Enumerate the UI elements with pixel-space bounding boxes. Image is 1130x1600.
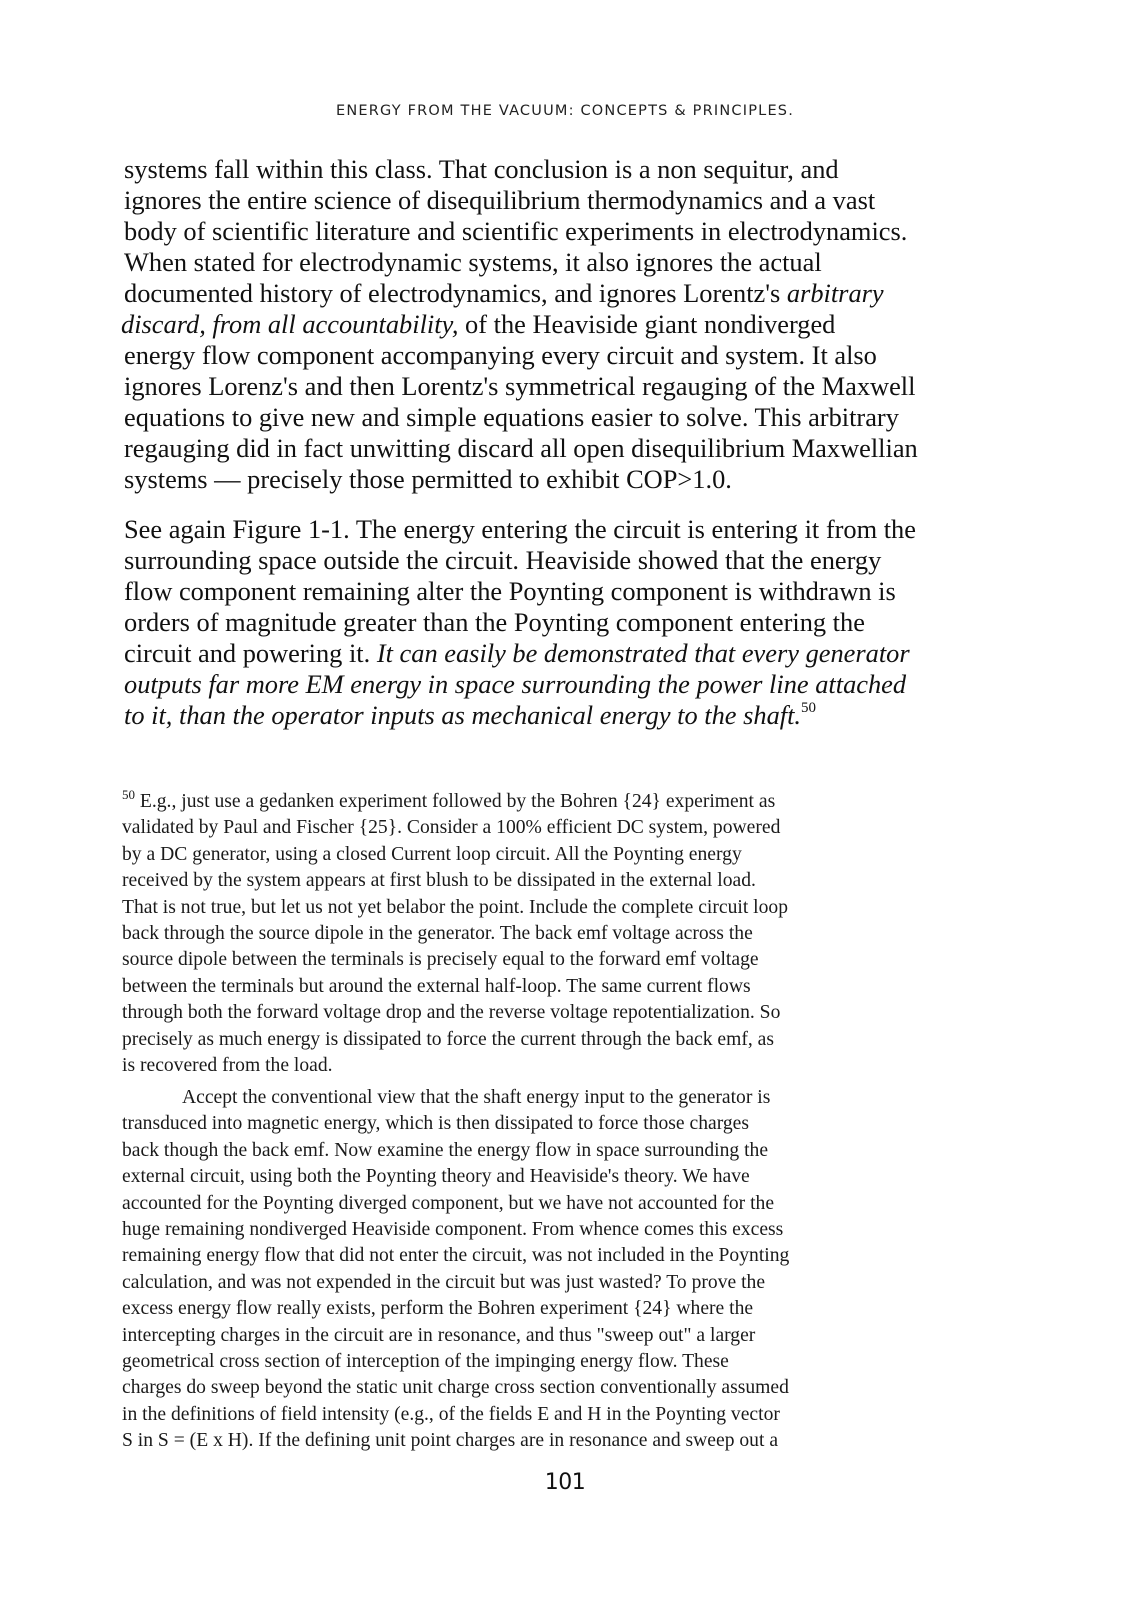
text-line — [124, 700, 974, 731]
text-line: back through the source dipole in the generator. The back emf voltage across the — [122, 923, 753, 945]
text-line: When stated for electrodynamic systems, it also ignores the actual — [124, 247, 822, 277]
text-line: through both the forward voltage drop and the reverse voltage repotentialization. So — [122, 1002, 781, 1024]
text-line: remaining energy flow that did not enter the circuit, was not included in the Poynting — [122, 1245, 790, 1267]
text-line: See again Figure 1-1. The energy entering the circuit is entering it from the — [124, 514, 916, 544]
text-line: external circuit, using both the Poynting theory and Heaviside's theory. We have — [122, 1166, 750, 1188]
text-line: orders of magnitude greater than the Poynting component entering the — [124, 607, 865, 637]
text-run: E.g., just use a gedanken experiment followed by the Bohren {24} experiment as — [135, 791, 776, 812]
text-line: S in S = (E x H). If the defining unit point charges are in resonance and sweep out a — [122, 1430, 779, 1452]
text-line: equations to give new and simple equations easier to solve. This arbitrary — [124, 402, 899, 432]
text-line: Accept the conventional view that the shaft energy input to the generator is — [182, 1087, 771, 1108]
italic-run: discard, from all accountability, — [121, 309, 459, 339]
text-line: accounted for the Poynting diverged component, but we have not accounted for the — [122, 1192, 775, 1214]
text-line: ignores Lorenz's and then Lorentz's symmetrical regauging of the Maxwell — [124, 371, 916, 401]
text-line — [124, 638, 974, 669]
text-line: regauging did in fact unwitting discard all open disequilibrium Maxwellian — [124, 433, 918, 463]
text-run: documented history of electrodynamics, and ignores Lorentz's — [124, 278, 787, 308]
text-line: flow component remaining alter the Poynting component is withdrawn is — [124, 576, 896, 606]
italic-run: to it, than the operator inputs as mechanical energy to the shaft. — [124, 700, 802, 730]
text-line: That is not true, but let us not yet belabor the point. Include the complete circuit loop — [122, 896, 789, 918]
text-line: body of scientific literature and scientific experiments in electrodynamics. — [124, 216, 908, 246]
text-line: by a DC generator, using a closed Current loop circuit. All the Poynting energy — [122, 843, 742, 865]
text-line: back though the back emf. Now examine the energy flow in space surrounding the — [122, 1139, 769, 1161]
text-line: transduced into magnetic energy, which is then dissipated to force those charges — [122, 1113, 749, 1135]
text-run: of the Heaviside giant nondiverged — [458, 309, 836, 339]
text-line: source dipole between the terminals is precisely equal to the forward emf voltage — [122, 949, 759, 971]
text-line: in the definitions of field intensity (e.g., of the fields E and H in the Poynting vector — [122, 1403, 780, 1425]
text-line — [121, 309, 974, 340]
running-header: ENERGY FROM THE VACUUM: CONCEPTS & PRINCIPLES. — [335, 103, 795, 119]
text-line: excess energy flow really exists, perform the Bohren experiment {24} where the — [122, 1298, 754, 1320]
text-line: huge remaining nondiverged Heaviside component. From whence comes this excess — [122, 1219, 784, 1241]
text-line — [124, 278, 974, 309]
italic-run: arbitrary — [786, 278, 884, 308]
footnote-marker: 50 — [122, 787, 135, 802]
text-line: outputs far more EM energy in space surrounding the power line attached — [124, 669, 907, 699]
text-line: charges do sweep beyond the static unit charge cross section conventionally assumed — [122, 1377, 789, 1399]
body-paragraph-1 — [121, 154, 974, 495]
text-line: calculation, and was not expended in the circuit but was just wasted? To prove the — [122, 1271, 766, 1293]
footnote-50 — [122, 789, 982, 1079]
footnote-50-continued — [122, 1085, 982, 1455]
text-line: between the terminals but around the external half-loop. The same current flows — [122, 975, 751, 997]
body-paragraph-2 — [124, 514, 974, 731]
text-run: circuit and powering it. — [124, 638, 377, 668]
text-line: is recovered from the load. — [122, 1055, 333, 1077]
text-line: geometrical cross section of interception of the impinging energy flow. These — [122, 1351, 729, 1373]
text-line: systems — precisely those permitted to exhibit COP>1.0. — [124, 464, 732, 494]
text-line: systems fall within this class. That conclusion is a non sequitur, and — [124, 154, 839, 184]
footnote-reference[interactable]: 50 — [801, 700, 817, 717]
text-line: validated by Paul and Fischer {25}. Consider a 100% efficient DC system, powered — [122, 817, 781, 839]
italic-run: It can easily be demonstrated that every generator — [376, 638, 910, 668]
text-line: intercepting charges in the circuit are in resonance, and thus "sweep out" a larger — [122, 1324, 756, 1346]
text-line — [122, 789, 982, 815]
text-line: energy flow component accompanying every circuit and system. It also — [124, 340, 877, 370]
page-number: 101 — [544, 1470, 586, 1495]
text-line: ignores the entire science of disequilibrium thermodynamics and a vast — [124, 185, 876, 215]
text-line: surrounding space outside the circuit. Heaviside showed that the energy — [124, 545, 882, 575]
text-line: precisely as much energy is dissipated to force the current through the back emf, as — [122, 1028, 774, 1050]
text-line: received by the system appears at first blush to be dissipated in the external load. — [122, 870, 756, 892]
